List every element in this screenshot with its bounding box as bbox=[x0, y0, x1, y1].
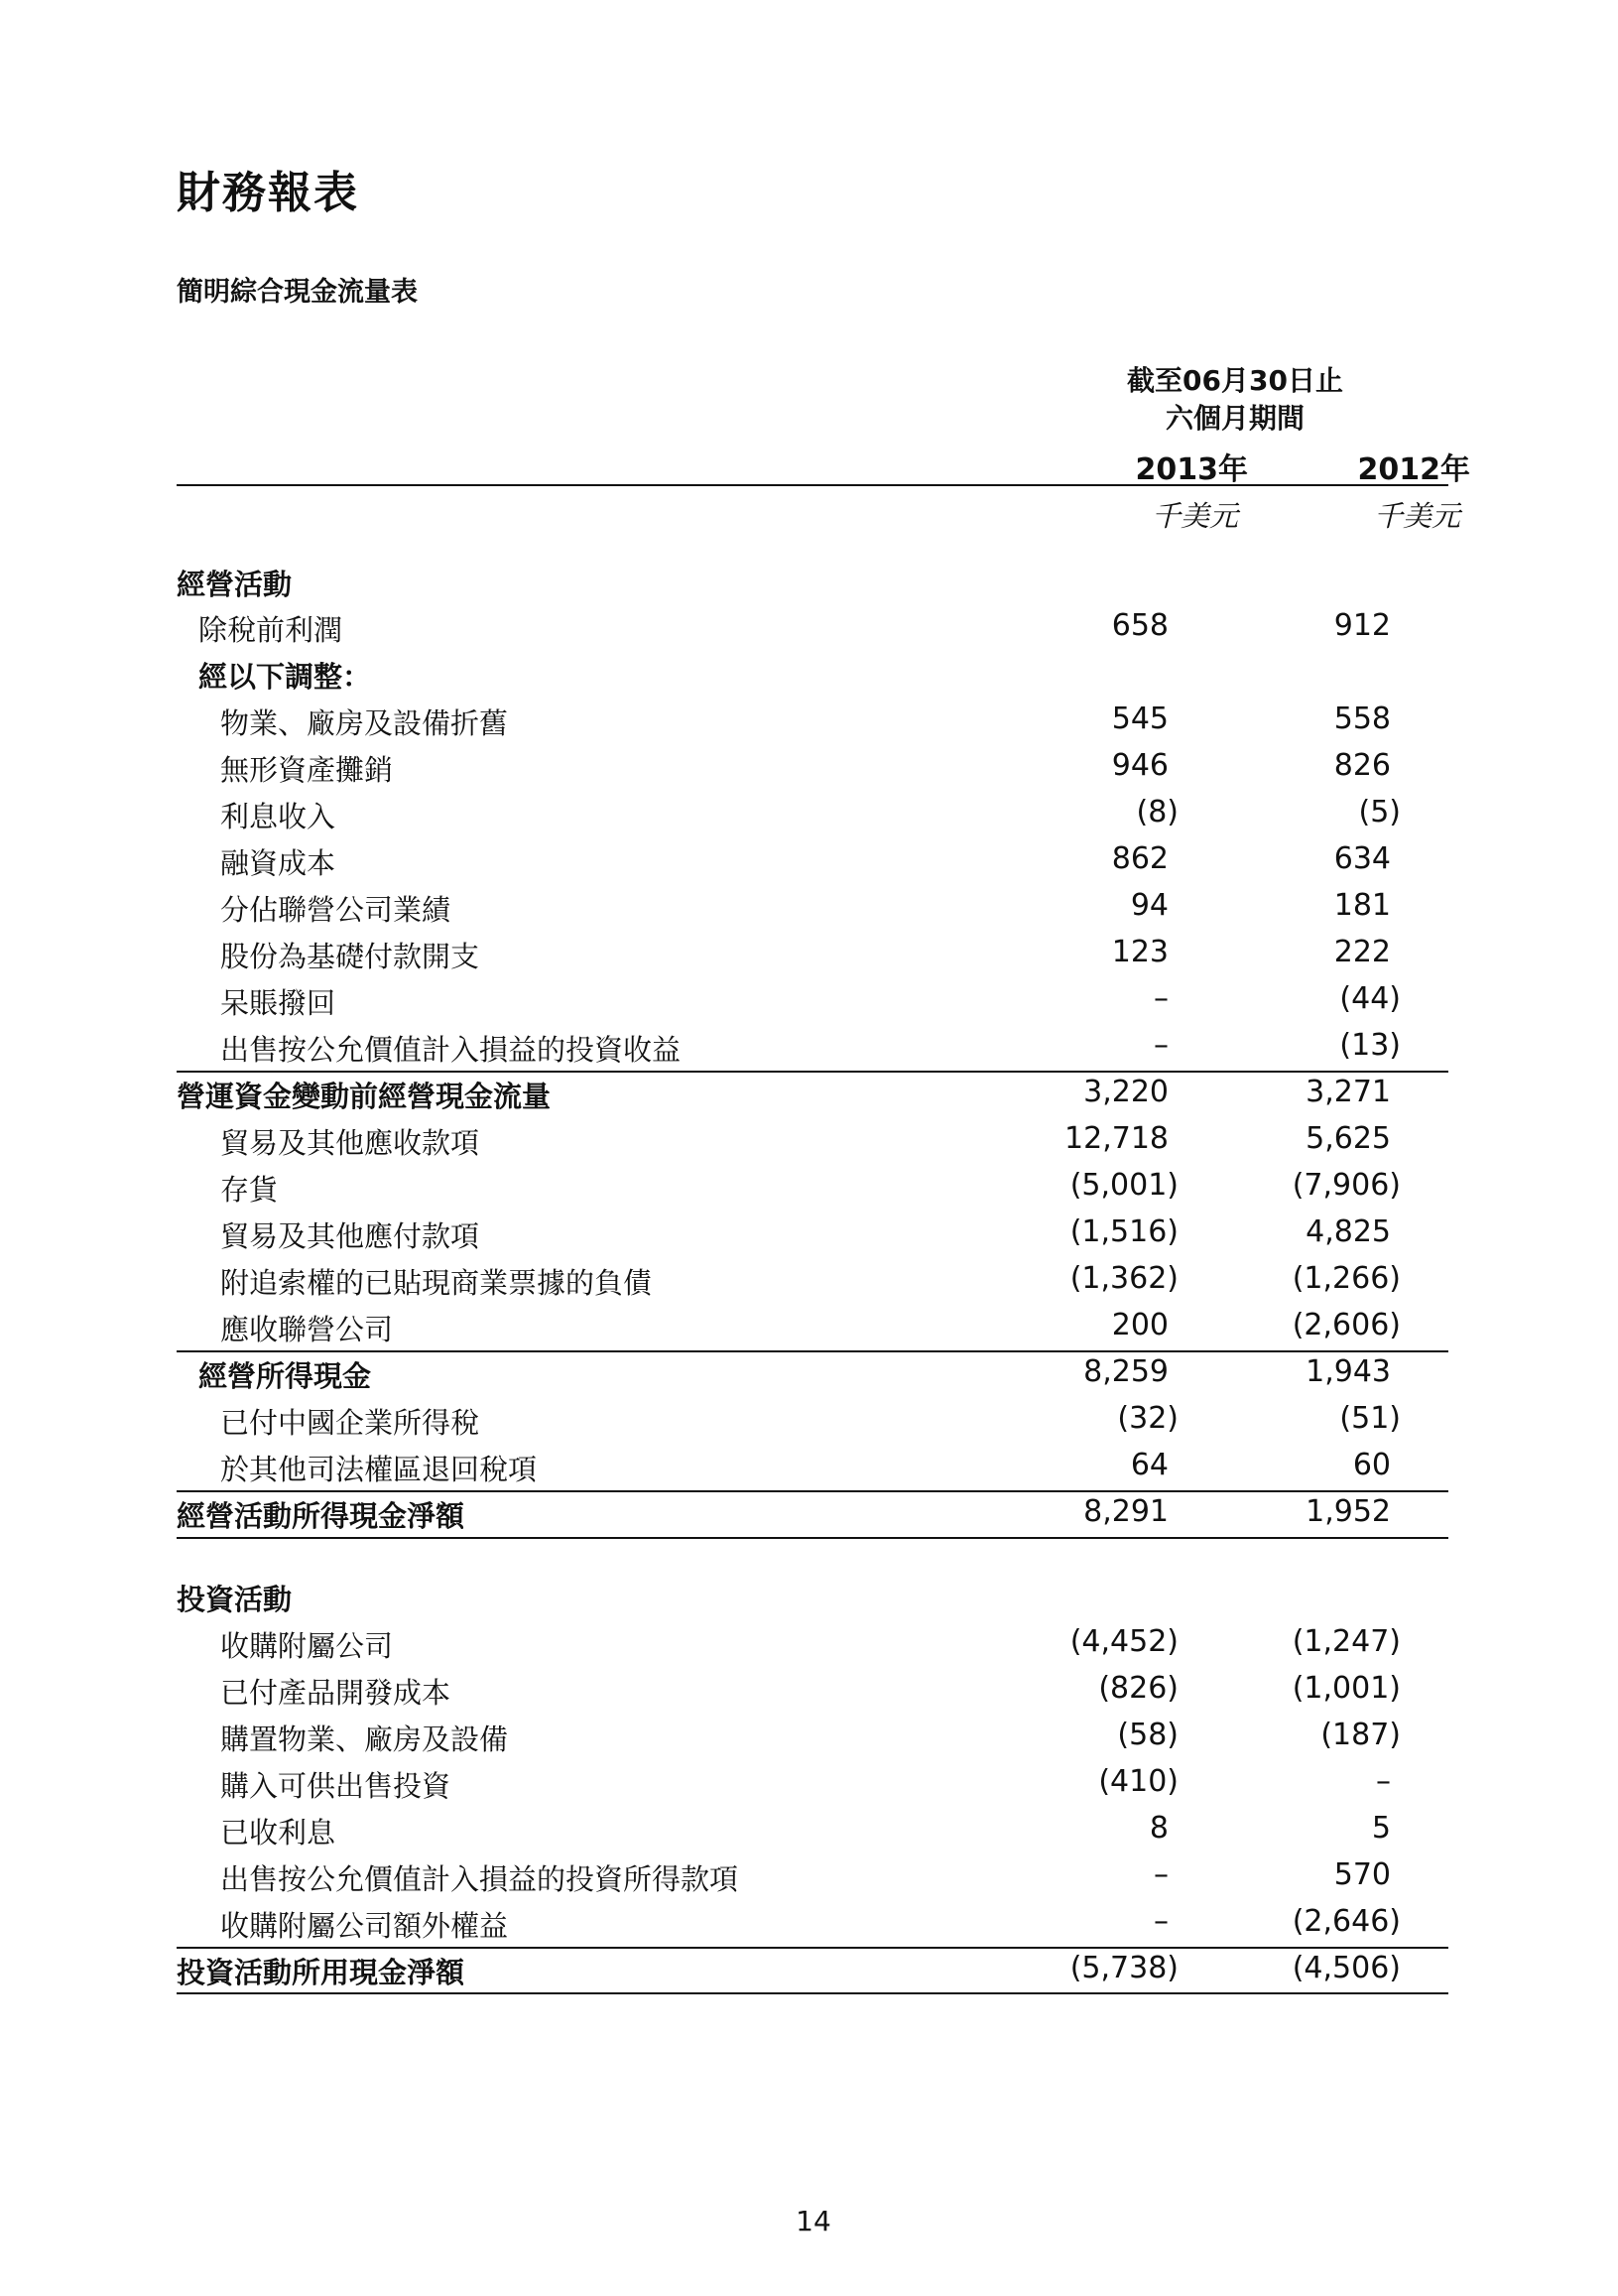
table-row bbox=[0, 1811, 1618, 1854]
row-label: 營運資金變動前經營現金流量 bbox=[177, 1080, 552, 1113]
value-2012: (1,247) bbox=[1292, 1624, 1401, 1659]
table-row bbox=[0, 841, 1618, 885]
period-header-line1: 截至06月30日止 bbox=[1127, 364, 1343, 397]
value-2012: 558 bbox=[1333, 702, 1391, 736]
rule-above-operating-cash-before-wc bbox=[177, 1071, 1448, 1073]
value-2012: 5,625 bbox=[1306, 1121, 1391, 1156]
row-label: 應收聯營公司 bbox=[220, 1313, 394, 1346]
row-label: 利息收入 bbox=[220, 800, 336, 833]
value-2012: (1,266) bbox=[1292, 1261, 1401, 1296]
statement-subtitle: 簡明綜合現金流量表 bbox=[177, 277, 418, 308]
table-row bbox=[0, 1857, 1618, 1901]
row-label: 購入可供出售投資 bbox=[220, 1769, 451, 1803]
row-label: 出售按公允價值計入損益的投資收益 bbox=[220, 1033, 682, 1067]
row-label: 經營活動所得現金淨額 bbox=[177, 1499, 465, 1533]
row-label: 投資活動所用現金淨額 bbox=[177, 1956, 465, 1989]
row-label: 經營活動 bbox=[177, 568, 293, 601]
row-label: 已收利息 bbox=[220, 1816, 336, 1850]
period-header-line2: 六個月期間 bbox=[1165, 402, 1305, 435]
value-2012: 4,825 bbox=[1306, 1214, 1391, 1249]
value-2012: 3,271 bbox=[1306, 1075, 1391, 1109]
table-row bbox=[0, 1764, 1618, 1808]
rule-below-net-operating-cash bbox=[177, 1537, 1448, 1539]
value-2012: (1,001) bbox=[1292, 1671, 1401, 1706]
value-2012: 634 bbox=[1333, 841, 1391, 876]
value-2013: 123 bbox=[1111, 935, 1169, 969]
value-2012: (7,906) bbox=[1292, 1168, 1401, 1203]
column-unit-2012: 千美元 bbox=[1373, 499, 1460, 533]
value-2013: (32) bbox=[1117, 1401, 1179, 1436]
row-label: 股份為基礎付款開支 bbox=[220, 940, 480, 973]
table-row bbox=[0, 1401, 1618, 1445]
rule-below-net-investing-cash bbox=[177, 1992, 1448, 1994]
value-2013: 94 bbox=[1130, 888, 1169, 923]
subtotal-row bbox=[0, 1354, 1618, 1398]
table-row bbox=[0, 608, 1618, 652]
row-label: 物業、廠房及設備折舊 bbox=[220, 706, 509, 740]
value-2012: 570 bbox=[1333, 1857, 1391, 1892]
value-2013: – bbox=[1154, 981, 1169, 1016]
row-label: 存貨 bbox=[220, 1173, 279, 1207]
table-row bbox=[0, 1904, 1618, 1948]
rule-above-cash-from-operations bbox=[177, 1350, 1448, 1352]
value-2013: 64 bbox=[1130, 1448, 1169, 1482]
value-2012: (2,646) bbox=[1292, 1904, 1401, 1939]
value-2013: (58) bbox=[1117, 1718, 1179, 1752]
table-row bbox=[0, 1168, 1618, 1212]
value-2012: (51) bbox=[1339, 1401, 1401, 1436]
row-label: 貿易及其他應付款項 bbox=[220, 1219, 480, 1253]
value-2013: 658 bbox=[1111, 608, 1169, 643]
row-label: 無形資產攤銷 bbox=[220, 753, 394, 787]
subtotal-row bbox=[0, 1951, 1618, 1994]
row-label: 收購附屬公司額外權益 bbox=[220, 1909, 509, 1943]
column-year-2013: 2013年 bbox=[1135, 452, 1248, 487]
value-2012: – bbox=[1376, 1764, 1391, 1799]
table-row bbox=[0, 1718, 1618, 1761]
row-label: 除稅前利潤 bbox=[198, 613, 343, 647]
table-row bbox=[0, 748, 1618, 792]
value-2012: (44) bbox=[1339, 981, 1401, 1016]
value-2012: 5 bbox=[1371, 1811, 1391, 1846]
value-2013: 862 bbox=[1111, 841, 1169, 876]
value-2012: (5) bbox=[1358, 795, 1401, 829]
value-2013: – bbox=[1154, 1028, 1169, 1063]
row-label: 收購附屬公司 bbox=[220, 1629, 394, 1663]
row-label: 於其他司法權區退回稅項 bbox=[220, 1453, 538, 1486]
value-2013: – bbox=[1154, 1857, 1169, 1892]
subtotal-row bbox=[0, 1075, 1618, 1118]
value-2013: (8) bbox=[1136, 795, 1179, 829]
value-2012: (187) bbox=[1320, 1718, 1401, 1752]
row-label: 呆賬撥回 bbox=[220, 986, 336, 1020]
value-2013: (1,362) bbox=[1069, 1261, 1179, 1296]
page-number: 14 bbox=[796, 2205, 831, 2237]
row-label: 分佔聯營公司業績 bbox=[220, 893, 451, 927]
section-heading-row bbox=[0, 563, 1618, 606]
column-unit-2013: 千美元 bbox=[1151, 499, 1238, 533]
subtotal-row bbox=[0, 1494, 1618, 1538]
table-row bbox=[0, 1214, 1618, 1258]
row-label: 融資成本 bbox=[220, 846, 336, 880]
table-row bbox=[0, 888, 1618, 932]
value-2013: 8,259 bbox=[1083, 1354, 1169, 1389]
table-row bbox=[0, 1308, 1618, 1351]
row-label: 出售按公允價值計入損益的投資所得款項 bbox=[220, 1862, 739, 1896]
page-title: 財務報表 bbox=[177, 168, 359, 218]
value-2012: 60 bbox=[1352, 1448, 1391, 1482]
value-2013: 3,220 bbox=[1083, 1075, 1169, 1109]
table-row bbox=[0, 1028, 1618, 1072]
table-row bbox=[0, 795, 1618, 838]
value-2013: 946 bbox=[1111, 748, 1169, 783]
value-2013: (410) bbox=[1098, 1764, 1179, 1799]
row-label: 購置物業、廠房及設備 bbox=[220, 1722, 509, 1756]
value-2013: 200 bbox=[1111, 1308, 1169, 1342]
table-row bbox=[0, 655, 1618, 699]
value-2013: 8 bbox=[1149, 1811, 1169, 1846]
row-label: 經營所得現金 bbox=[198, 1359, 372, 1393]
value-2012: (2,606) bbox=[1292, 1308, 1401, 1342]
value-2012: (4,506) bbox=[1292, 1951, 1401, 1985]
value-2013: 12,718 bbox=[1064, 1121, 1169, 1156]
value-2012: 912 bbox=[1333, 608, 1391, 643]
table-row bbox=[0, 1261, 1618, 1305]
value-2012: 222 bbox=[1333, 935, 1391, 969]
row-label: 投資活動 bbox=[177, 1583, 293, 1616]
value-2013: (5,738) bbox=[1069, 1951, 1179, 1985]
value-2013: (5,001) bbox=[1069, 1168, 1179, 1203]
value-2012: 1,952 bbox=[1306, 1494, 1391, 1529]
value-2013: (4,452) bbox=[1069, 1624, 1179, 1659]
section-heading-row bbox=[0, 1578, 1618, 1621]
table-row bbox=[0, 1671, 1618, 1715]
value-2012: (13) bbox=[1339, 1028, 1401, 1063]
value-2012: 1,943 bbox=[1306, 1354, 1391, 1389]
value-2013: (826) bbox=[1098, 1671, 1179, 1706]
value-2013: (1,516) bbox=[1069, 1214, 1179, 1249]
table-row bbox=[0, 1121, 1618, 1165]
value-2013: 8,291 bbox=[1083, 1494, 1169, 1529]
column-year-2012: 2012年 bbox=[1357, 452, 1470, 487]
value-2012: 181 bbox=[1333, 888, 1391, 923]
value-2013: – bbox=[1154, 1904, 1169, 1939]
row-label: 附追索權的已貼現商業票據的負債 bbox=[220, 1266, 653, 1300]
value-2012: 826 bbox=[1333, 748, 1391, 783]
row-label: 已付中國企業所得稅 bbox=[220, 1406, 480, 1440]
row-label: 經以下調整： bbox=[198, 660, 372, 694]
value-2013: 545 bbox=[1111, 702, 1169, 736]
row-label: 已付產品開發成本 bbox=[220, 1676, 451, 1710]
rule-above-net-investing-cash bbox=[177, 1947, 1448, 1949]
table-row bbox=[0, 981, 1618, 1025]
row-label: 貿易及其他應收款項 bbox=[220, 1126, 480, 1160]
table-row bbox=[0, 1624, 1618, 1668]
rule-above-net-operating-cash bbox=[177, 1490, 1448, 1492]
table-row bbox=[0, 702, 1618, 745]
table-row bbox=[0, 935, 1618, 978]
table-row bbox=[0, 1448, 1618, 1491]
